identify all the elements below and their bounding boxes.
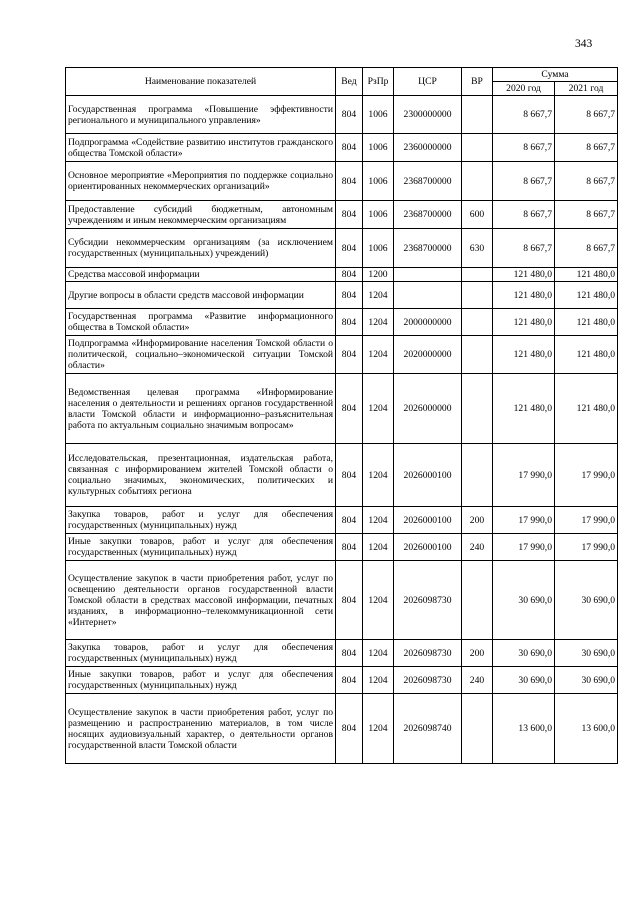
row-rzpr: 1204 [363,336,394,374]
row-vr [462,694,493,764]
row-vr: 630 [462,229,493,268]
row-sum-2021: 17 990,0 [555,507,618,534]
row-name: Иные закупки товаров, работ и услуг для обеспечения государственных (муниципальных) нужд [66,534,336,561]
row-sum-2021: 8 667,7 [555,96,618,134]
row-sum-2020: 30 690,0 [493,640,555,667]
header-ved: Вед [336,68,363,96]
row-vr: 600 [462,201,493,229]
row-ved: 804 [336,694,363,764]
row-vr [462,96,493,134]
table-row [66,268,618,282]
row-sum-2020: 8 667,7 [493,162,555,201]
row-ved: 804 [336,134,363,162]
row-ved: 804 [336,561,363,640]
row-vr [462,374,493,444]
table-row [66,534,618,561]
row-sum-2021: 8 667,7 [555,162,618,201]
row-sum-2021: 30 690,0 [555,561,618,640]
header-name: Наименование показателей [66,68,336,96]
row-ved: 804 [336,201,363,229]
row-sum-2020: 30 690,0 [493,667,555,694]
row-sum-2021: 121 480,0 [555,268,618,282]
table-row [66,309,618,336]
row-csr: 2368700000 [394,162,462,201]
row-vr: 240 [462,667,493,694]
row-name: Государственная программа «Развитие информационного общества в Томской области» [66,309,336,336]
table-row [66,640,618,667]
row-rzpr: 1006 [363,201,394,229]
table-row [66,507,618,534]
row-rzpr: 1006 [363,162,394,201]
row-sum-2020: 17 990,0 [493,507,555,534]
row-sum-2021: 8 667,7 [555,229,618,268]
row-name: Другие вопросы в области средств массовой информации [66,282,336,309]
row-sum-2020: 17 990,0 [493,444,555,507]
table-row [66,374,618,444]
row-ved: 804 [336,268,363,282]
row-csr: 2026000100 [394,534,462,561]
row-csr: 2020000000 [394,336,462,374]
row-name: Подпрограмма «Содействие развитию институтов гражданского общества Томской области» [66,134,336,162]
row-vr [462,444,493,507]
row-name: Государственная программа «Повышение эффективности регионального и муниципального управления» [66,96,336,134]
header-2020: 2020 год [493,82,555,96]
row-name: Осуществление закупок в части приобретения работ, услуг по размещению и распространению материалов, в том числе носящих аудиовизуальный характер, о деятельности органов государственной власти Томской области [66,694,336,764]
row-sum-2021: 17 990,0 [555,444,618,507]
row-csr: 2026098730 [394,667,462,694]
row-name: Закупка товаров, работ и услуг для обеспечения государственных (муниципальных) нужд [66,507,336,534]
row-sum-2021: 8 667,7 [555,134,618,162]
row-csr: 2368700000 [394,201,462,229]
row-sum-2021: 121 480,0 [555,282,618,309]
row-sum-2020: 8 667,7 [493,96,555,134]
row-vr [462,336,493,374]
table-row [66,282,618,309]
row-rzpr: 1204 [363,667,394,694]
row-rzpr: 1204 [363,374,394,444]
row-rzpr: 1006 [363,96,394,134]
row-name: Подпрограмма «Информирование населения Томской области о политической, социально–экономической ситуации Томской области» [66,336,336,374]
row-rzpr: 1204 [363,640,394,667]
row-csr [394,282,462,309]
table-row [66,201,618,229]
row-name: Иные закупки товаров, работ и услуг для обеспечения государственных (муниципальных) нужд [66,667,336,694]
row-csr: 2026000000 [394,374,462,444]
row-vr [462,162,493,201]
row-ved: 804 [336,229,363,268]
row-ved: 804 [336,336,363,374]
row-csr: 2026098740 [394,694,462,764]
row-sum-2020: 17 990,0 [493,534,555,561]
table-row [66,134,618,162]
row-name: Основное мероприятие «Мероприятия по поддержке социально ориентированных некоммерческих организаций» [66,162,336,201]
row-csr: 2300000000 [394,96,462,134]
row-name: Ведомственная целевая программа «Информирование населения о деятельности и решениях органов государственной власти Томской области и информационно–разъяснительная работа по актуальным социально значимым вопросам» [66,374,336,444]
row-ved: 804 [336,309,363,336]
row-csr: 2026000100 [394,507,462,534]
row-sum-2020: 8 667,7 [493,201,555,229]
row-ved: 804 [336,507,363,534]
table-row [66,561,618,640]
row-vr [462,134,493,162]
row-sum-2020: 121 480,0 [493,268,555,282]
table-row [66,694,618,764]
row-rzpr: 1204 [363,561,394,640]
row-ved: 804 [336,534,363,561]
row-ved: 804 [336,444,363,507]
table-row [66,667,618,694]
row-vr [462,561,493,640]
table-row [66,162,618,201]
row-sum-2020: 121 480,0 [493,374,555,444]
row-vr [462,309,493,336]
row-ved: 804 [336,96,363,134]
row-ved: 804 [336,640,363,667]
page-number: 343 [575,38,593,50]
row-sum-2021: 17 990,0 [555,534,618,561]
header-vr: ВР [462,68,493,96]
row-sum-2020: 121 480,0 [493,282,555,309]
row-sum-2020: 13 600,0 [493,694,555,764]
row-csr: 2026000100 [394,444,462,507]
row-name: Осуществление закупок в части приобретения работ, услуг по освещению деятельности органов государственной власти Томской области в средствах массовой информации, печатных изданиях, в информационно–телекоммуникационной сети «Интернет» [66,561,336,640]
row-vr [462,268,493,282]
row-sum-2021: 30 690,0 [555,667,618,694]
row-sum-2021: 8 667,7 [555,201,618,229]
table-row [66,229,618,268]
row-rzpr: 1204 [363,534,394,561]
row-name: Исследовательская, презентационная, издательская работа, связанная с информированием жителей Томской области о социально значимых, экономических, политических и культурных событиях региона [66,444,336,507]
row-csr: 2368700000 [394,229,462,268]
row-csr: 2360000000 [394,134,462,162]
row-rzpr: 1204 [363,282,394,309]
row-csr: 2026098730 [394,640,462,667]
row-csr: 2026098730 [394,561,462,640]
row-rzpr: 1204 [363,444,394,507]
row-sum-2020: 8 667,7 [493,134,555,162]
row-sum-2021: 121 480,0 [555,336,618,374]
row-name: Средства массовой информации [66,268,336,282]
row-rzpr: 1006 [363,229,394,268]
header-2021: 2021 год [555,82,618,96]
row-sum-2020: 121 480,0 [493,309,555,336]
budget-table [65,67,618,764]
row-rzpr: 1006 [363,134,394,162]
table-row [66,96,618,134]
row-rzpr: 1204 [363,507,394,534]
row-name: Закупка товаров, работ и услуг для обеспечения государственных (муниципальных) нужд [66,640,336,667]
row-ved: 804 [336,162,363,201]
row-ved: 804 [336,374,363,444]
row-rzpr: 1204 [363,309,394,336]
row-sum-2020: 8 667,7 [493,229,555,268]
row-sum-2021: 121 480,0 [555,374,618,444]
header-csr: ЦСР [394,68,462,96]
row-sum-2020: 30 690,0 [493,561,555,640]
row-rzpr: 1204 [363,694,394,764]
row-vr: 200 [462,640,493,667]
row-vr [462,282,493,309]
row-name: Предоставление субсидий бюджетным, автономным учреждениям и иным некоммерческим организациям [66,201,336,229]
row-sum-2021: 13 600,0 [555,694,618,764]
table-row [66,444,618,507]
row-name: Субсидии некоммерческим организациям (за исключением государственных (муниципальных) учреждений) [66,229,336,268]
header-sum: Сумма [493,68,618,82]
row-ved: 804 [336,282,363,309]
row-vr: 200 [462,507,493,534]
table-row [66,336,618,374]
header-rzpr: РзПр [363,68,394,96]
row-csr [394,268,462,282]
row-vr: 240 [462,534,493,561]
row-sum-2021: 121 480,0 [555,309,618,336]
row-ved: 804 [336,667,363,694]
row-rzpr: 1200 [363,268,394,282]
row-sum-2020: 121 480,0 [493,336,555,374]
row-csr: 2000000000 [394,309,462,336]
row-sum-2021: 30 690,0 [555,640,618,667]
